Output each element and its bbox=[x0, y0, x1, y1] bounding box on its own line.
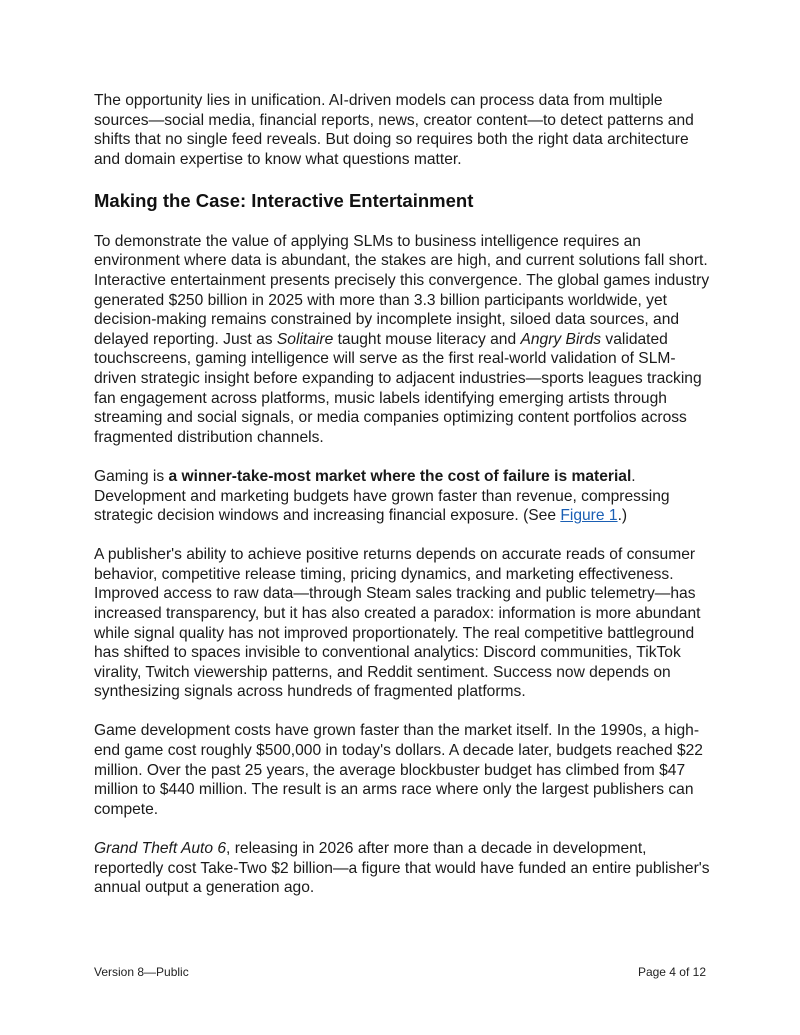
footer-version: Version 8—Public bbox=[94, 965, 189, 979]
emphasis-winner-take-most: a winner-take-most market where the cost of failure is material bbox=[168, 467, 632, 485]
game-title-solitaire: Solitaire bbox=[276, 330, 334, 348]
paragraph-gta6 bbox=[94, 839, 710, 898]
page-content bbox=[94, 91, 710, 917]
paragraph-demonstrate-value bbox=[94, 232, 710, 448]
paragraph-text: . Development and marketing budgets have grown faster than revenue, compressing strategic decision windows and increasing financial exposure. (See bbox=[94, 467, 670, 525]
game-title-gta6: Grand Theft Auto 6 bbox=[94, 839, 227, 857]
paragraph-development-costs: Game development costs have grown faster than the market itself. In the 1990s, a high-end game cost roughly $500,000 in today's dollars. A decade later, budgets reached $22 million. Over the past 25 years, the average blockbuster budget has climbed from $47 million to $440 million. The result is an arms race where only the largest publishers can compete. bbox=[94, 722, 703, 818]
paragraph-text: Gaming is bbox=[94, 467, 169, 485]
paragraph-text: validated touchscreens, gaming intelligence will serve as the first real-world validation of SLM-driven strategic insight before expanding to adjacent industries—sports leagues tracking fan engagement across platforms, music labels identifying emerging artists through streaming and social signals, or media companies optimizing content portfolios across fragmented distribution channels. bbox=[94, 330, 702, 446]
paragraph-text: To demonstrate the value of applying SLMs to business intelligence requires an environment where data is abundant, the stakes are high, and current solutions fall short. Interactive entertainment presents precisely this convergence. The global games industry generated $250 billion in 2025 with more than 3.3 billion participants worldwide, yet decision-making remains constrained by incomplete insight, siloed data sources, and delayed reporting. Just as bbox=[94, 232, 710, 348]
section-heading: Making the Case: Interactive Entertainment bbox=[94, 189, 474, 211]
paragraph-text: .) bbox=[617, 507, 628, 525]
figure-1-link[interactable]: Figure 1 bbox=[560, 507, 618, 525]
game-title-angry-birds: Angry Birds bbox=[520, 330, 602, 348]
paragraph-publisher: A publisher's ability to achieve positive returns depends on accurate reads of consumer behavior, competitive release timing, pricing dynamics, and marketing effectiveness. Improved access to raw data—through Steam sales tracking and public telemetry—has increased transparency, but it has also created a paradox: information is more abundant while signal quality has not improved proportionately. The real competitive battleground has shifted to spaces invisible to conventional analytics: Discord communities, TikTok virality, Twitch viewership patterns, and Reddit sentiment. Success now depends on synthesizing signals across hundreds of fragmented platforms. bbox=[94, 546, 701, 701]
paragraph-text: taught mouse literacy and bbox=[333, 330, 521, 348]
footer-page-number: Page 4 of 12 bbox=[637, 965, 706, 979]
paragraph-text: , releasing in 2026 after more than a decade in development, reportedly cost Take-Two $2 billion—a figure that would have funded an entire publisher's annual output a generation ago. bbox=[94, 839, 710, 897]
paragraph-opportunity: The opportunity lies in unification. AI-driven models can process data from multiple sources—social media, financial reports, news, creator content—to detect patterns and shifts that no single feed reveals. But doing so requires both the right data architecture and domain expertise to know what questions matter. bbox=[94, 92, 694, 168]
paragraph-gaming-market bbox=[94, 467, 710, 526]
